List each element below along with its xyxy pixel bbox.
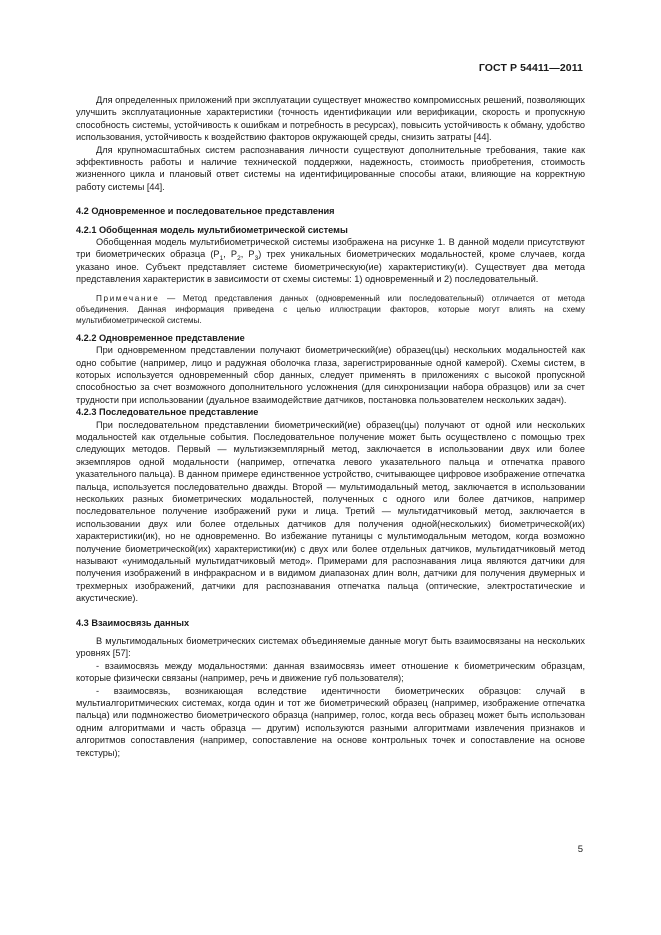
document-body (76, 94, 585, 759)
standard-id-header: ГОСТ Р 54411—2011 (478, 62, 583, 74)
section-4-2-2-paragraph: При одновременном представлении получают биометрический(ие) образец(цы) нескольких модальностей как одно событие (например, лицо и радужная оболочка глаза, зарегистрированные одной камерой). Схемы систем, в которых используется одновременный сбор данных, следует применять в приложениях с высокой пропускной способностью за счет возможного дополнительного усложнения (для синхронизации набора образцов) или за счет трудности при использовании (дуальное взаимодействие датчиков, постановка пользователем нескольких задач). (76, 345, 585, 405)
list-item: - взаимосвязь, возникающая вследствие идентичности биометрических образцов: случай в мультиалгоритмических системах, когда один и тот же биометрический образец (например, изображение отпечатка пальца) или подмножество биометрического образца (например, голос, когда весь образец может быть использован одним алгоритмами и часть образца — другим) используются разными алгоритмами извлечения признаков и алгоритмов сопоставления (например, сопоставление на основе контрольных точек и сопоставление на основе текстуры); (76, 685, 585, 758)
page-number: 5 (577, 844, 583, 855)
intro-paragraph-1: Для определенных приложений при эксплуатации существует множество компромиссных решений, позволяющих улучшить эксплуатационные характеристики (точность идентификации или верификации, скорость и пропускную способность системы, устойчивость к ошибкам и потребность в ресурсах), повысить устойчивость к обману, удобство использования, устойчивость к воздействию факторов окружающей среды, снизить затраты [44]. (76, 95, 585, 143)
note-paragraph (76, 293, 585, 326)
section-4-2-1-paragraph: Обобщенная модель мультибиометрической системы изображена на рисунке 1. В данной модели присутствуют три биометрических образца ($P_1$, $P_2$, $P_3$) трех уникальных биометрических модальностей, кроме случаев, когда указано иное. Субъект представляет системе биометрическую(ие) характеристику(и). Существует два метода представления характеристик в зависимости от схемы системы: 1) одновременный и 2) последовательный. (76, 237, 586, 285)
intro-paragraph-2: Для крупномасштабных систем распознавания личности существуют дополнительные требования, такие как эффективность работы и наличие технической поддержки, надежность, стоимость приобретения, стоимость жизненного цикла и плановый ответ системы на идентифицированные способы атаки, влияющие на корректную работу системы [44]. (76, 144, 585, 192)
note-text: — Метод представления данных (одновременный или последовательный) отличается от метода объединения. Данная информация приведена с целью иллюстрации факторов, которые могут влиять на схему мультибиометрической системы. (76, 293, 585, 325)
note-label: Примечание (96, 293, 160, 303)
list-item: - взаимосвязь между модальностями: данная взаимосвязь имеет отношение к биометрическим образцам, которые физически связаны (например, речь и движение губ пользователя); (76, 660, 585, 684)
section-4-3-paragraph: В мультимодальных биометрических системах объединяемые данные могут быть взаимосвязаны на нескольких уровнях [57]: (76, 636, 585, 659)
section-4-2-1-heading: 4.2.1 Обобщенная модель мультибиометрической системы (76, 224, 348, 235)
section-4-3-heading: 4.3 Взаимосвязь данных (76, 617, 190, 628)
section-4-2-2-heading: 4.2.2 Одновременное представление (76, 332, 245, 343)
section-4-2-3-heading: 4.2.3 Последовательное представление (76, 407, 259, 418)
section-4-2-3-paragraph: При последовательном представлении биометрический(ие) образец(цы) получают от одной или нескольких модальностей как отдельные события. Последовательное получение может быть осуществлено с помощью трех следующих методов. Первый — мультиэкземплярный метод, заключается в использовании двух или более экземпляров одной модальности (например, отпечатка левого указательного пальца и отпечатка правого указательного пальца). В данном примере единственное устройство, считывающее цифровое изображение отпечатка пальца, используется последовательно дважды. Второй — мультимодальный метод, заключается в использовании нескольких разных биометрических модальностей, полученных с одного или более датчиков, например последовательное получение изображений руки и лица. Третий — мультидатчиковый метод, заключается в использовании двух или более отдельных датчиков для получения одной(нескольких) биометрической(их) характеристики(ик), но не одновременно. Во избежание путаницы с мультимодальным методом, когда возможно получение биометрической(их) характеристики(ик) с двух или более отдельных датчиков, мультидатчиковый метод называют «унимодальный мультидатчиковый метод». Примерами для распознавания лица являются датчики для получения изображений в инфракрасном и в видимом диапазонах длин волн, датчики для получения двумерных и трехмерных изображений, датчики для распознавания отпечатка пальца (оптические, электростатические и акустические). (76, 419, 585, 604)
section-4-2-heading: 4.2 Одновременное и последовательное представления (76, 206, 335, 217)
